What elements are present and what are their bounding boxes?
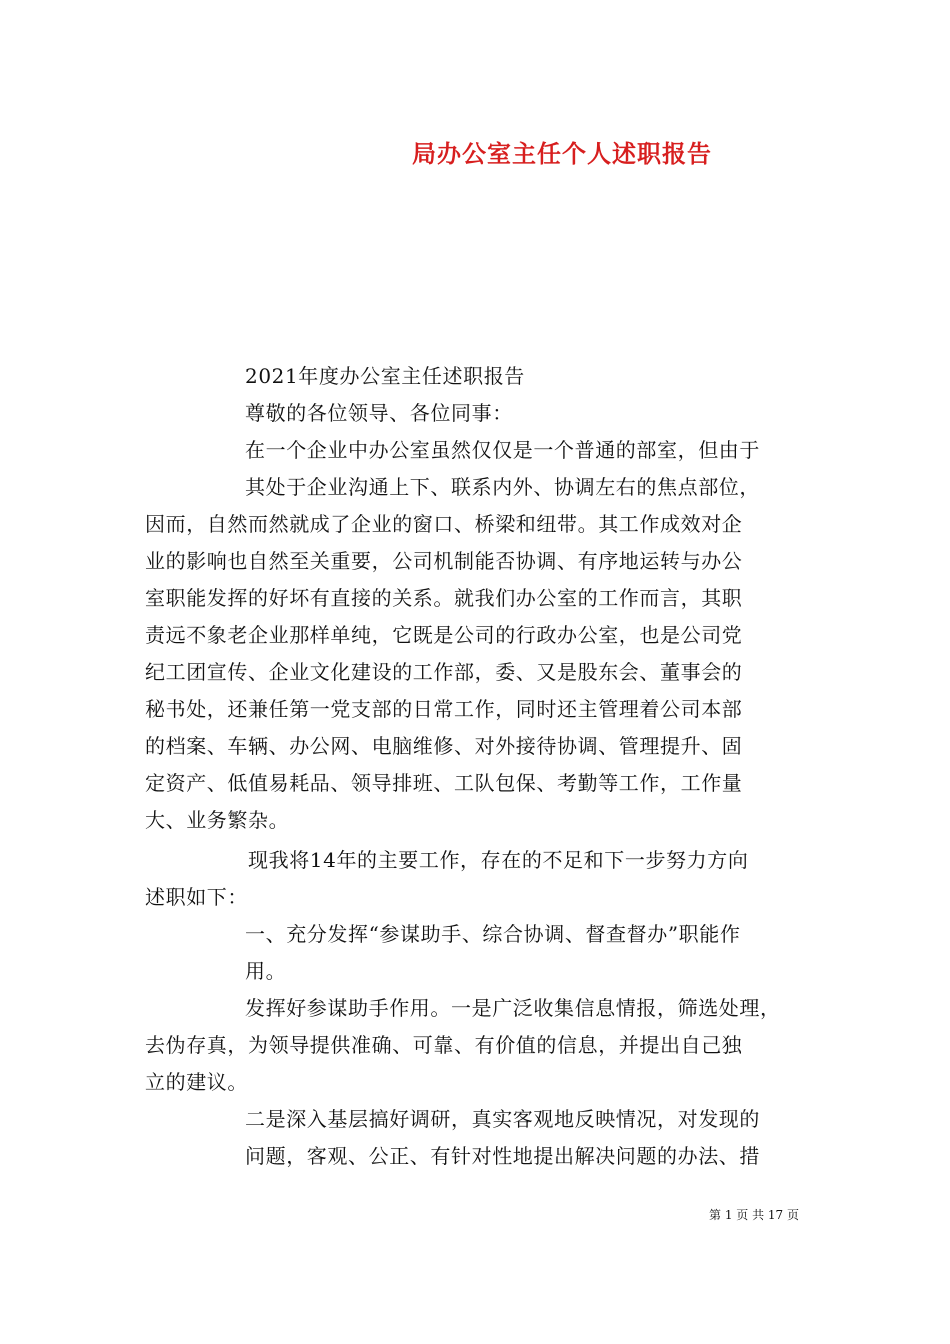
page-number-footer: 第 1 页 共 17 页 [709,1208,799,1222]
text-line: 大、业务繁杂。 [145,808,290,832]
text-line: 用。 [245,959,287,983]
text-line: 现我将14年的主要工作，存在的不足和下一步努力方向 [248,848,749,872]
text-line: 秘书处，还兼任第一党支部的日常工作，同时还主管理着公司本部 [145,697,743,721]
text-line: 在一个企业中办公室虽然仅仅是一个普通的部室，但由于 [245,438,760,462]
text-line: 责远不象老企业那样单纯，它既是公司的行政办公室，也是公司党 [145,623,743,647]
text-line: 2021年度办公室主任述职报告 [245,364,525,388]
text-line: 发挥好参谋助手作用。一是广泛收集信息情报，筛选处理， [245,996,781,1020]
text-line: 纪工团宣传、企业文化建设的工作部，委、又是股东会、董事会的 [145,660,743,684]
text-line: 因而，自然而然就成了企业的窗口、桥梁和纽带。其工作成效对企 [145,512,743,536]
text-line: 述职如下： [145,885,248,909]
text-line: 二是深入基层搞好调研，真实客观地反映情况，对发现的 [245,1107,760,1131]
text-line: 定资产、低值易耗品、领导排班、工队包保、考勤等工作，工作量 [145,771,743,795]
text-line: 尊敬的各位领导、各位同事： [245,401,513,425]
document-title: 局办公室主任个人述职报告 [412,139,712,168]
text-line: 问题，客观、公正、有针对性地提出解决问题的办法、措 [245,1144,760,1168]
text-line: 立的建议。 [145,1070,248,1094]
text-line: 去伪存真，为领导提供准确、可靠、有价值的信息，并提出自己独 [145,1033,743,1057]
text-line: 的档案、车辆、办公网、电脑维修、对外接待协调、管理提升、固 [145,734,743,758]
text-line: 一、充分发挥“参谋助手、综合协调、督查督办”职能作 [245,922,741,946]
text-line: 业的影响也自然至关重要，公司机制能否协调、有序地运转与办公 [145,549,743,573]
text-line: 其处于企业沟通上下、联系内外、协调左右的焦点部位， [245,475,760,499]
text-line: 室职能发挥的好坏有直接的关系。就我们办公室的工作而言，其职 [145,586,743,610]
